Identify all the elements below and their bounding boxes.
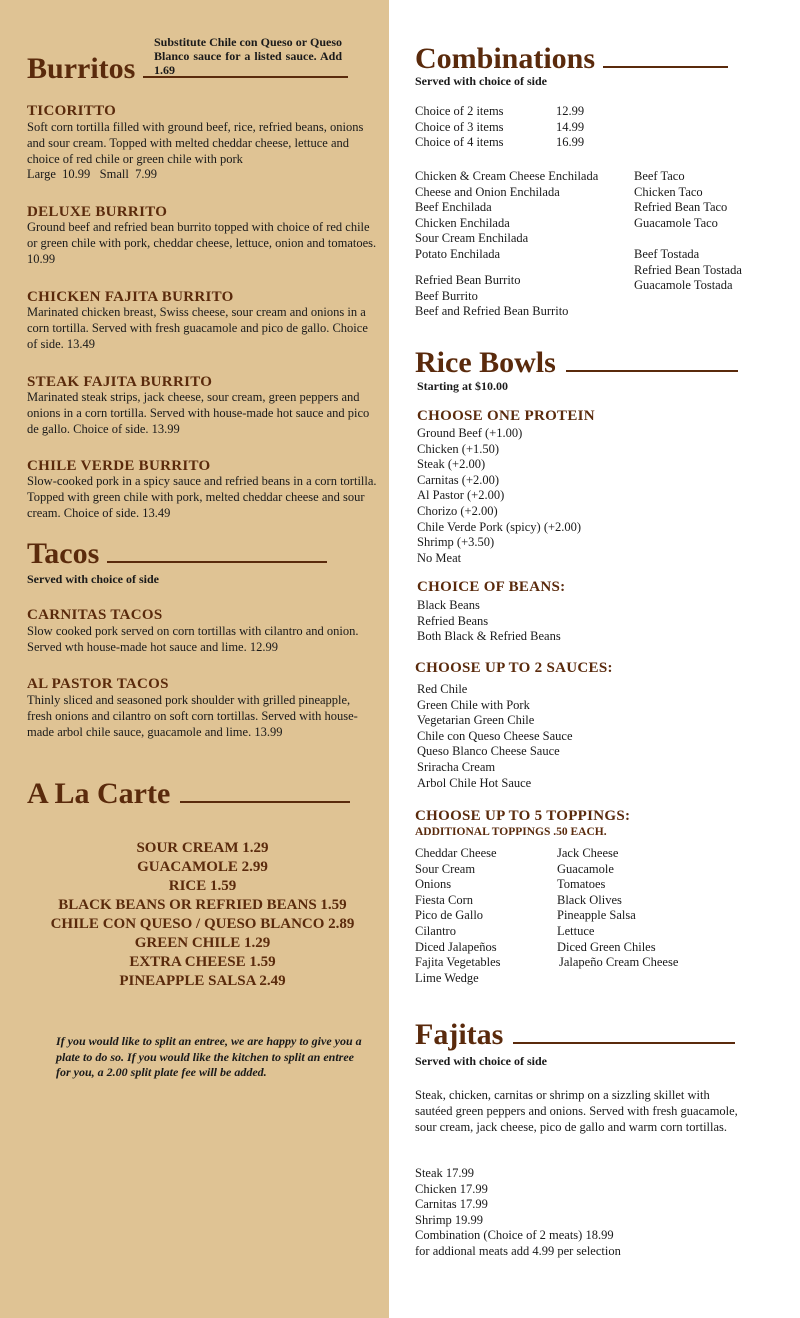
list-item: Fiesta Corn: [415, 892, 473, 907]
item-desc: Slow-cooked pork in a spicy sauce and refried beans in a corn tortilla. Topped with green chile with pork, melted cheddar cheese and sour cream. Choice of side. 13.49: [27, 474, 377, 520]
toppings-subtitle: ADDITIONAL TOPPINGS .50 EACH.: [415, 826, 607, 838]
list-item: Arbol Chile Hot Sauce: [417, 775, 532, 790]
list-item: Chicken 17.99: [415, 1181, 488, 1196]
burritos-substitute-note: Substitute Chile con Queso or Queso Blanco sauce for a listed sauce. Add 1.69: [154, 35, 342, 77]
item-desc: Slow cooked pork served on corn tortillas with cilantro and onion. Served wth house-made hot sauce and lime. 12.99: [27, 624, 359, 654]
list-item: Potato Enchilada: [415, 246, 501, 261]
list-item: Guacamole Taco: [634, 215, 718, 230]
fajitas-subtitle: Served with choice of side: [415, 1054, 547, 1068]
toppings-left-list: [415, 846, 501, 986]
item-title: CHICKEN FAJITA BURRITO: [27, 289, 234, 305]
list-item: Sour Cream: [415, 861, 476, 876]
a-la-carte-item: BLACK BEANS OR REFRIED BEANS 1.59: [58, 897, 347, 913]
list-item: Sour Cream Enchilada: [415, 231, 529, 246]
list-item: Combination (Choice of 2 meats) 18.99: [415, 1228, 614, 1243]
item-title: AL PASTOR TACOS: [27, 676, 169, 692]
item-desc: Thinly sliced and seasoned pork shoulder with grilled pineapple, fresh onions and cilantro on soft corn tortillas. Served with house-made arbol chile sauce, guacamole and lime. 13.99: [27, 693, 358, 739]
list-item: Shrimp (+3.50): [417, 535, 495, 550]
item-title: CHILE VERDE BURRITO: [27, 458, 211, 474]
a-la-carte-heading: [27, 777, 350, 811]
list-item: Refried Beans: [417, 613, 489, 628]
a-la-carte-item: SOUR CREAM 1.29: [136, 840, 269, 856]
fajitas-title: Fajitas: [415, 1018, 504, 1051]
list-item: Black Olives: [557, 892, 622, 907]
combination-label: Choice of 2 items: [415, 104, 504, 118]
list-item: Lime Wedge: [415, 970, 479, 985]
item-desc: Soft corn tortilla filled with ground beef, rice, refried beans, onions and sour cream. Topped with melted cheddar cheese, lettuce and choice of red chile or green chile with pork: [27, 120, 364, 166]
item-title: CARNITAS TACOS: [27, 607, 163, 623]
list-item: Black Beans: [417, 598, 480, 612]
combination-price: 16.99: [556, 135, 585, 150]
combinations-title: Combinations: [415, 42, 596, 75]
list-item: Lettuce: [557, 923, 595, 938]
list-item: No Meat: [417, 550, 462, 565]
list-item: for addional meats add 4.99 per selection: [415, 1243, 621, 1258]
rice-bowls-title: Rice Bowls: [415, 346, 556, 379]
fajitas-underline: [513, 1042, 735, 1044]
list-item: Cheddar Cheese: [415, 846, 497, 860]
list-item: Vegetarian Green Chile: [417, 713, 535, 728]
tacos-title: Tacos: [27, 537, 100, 570]
list-item: Beef Tostada: [634, 247, 700, 261]
item-title: TICORITTO: [27, 103, 117, 119]
list-item: Beef Taco: [634, 169, 685, 183]
fajitas-prices: [415, 1166, 621, 1260]
list-item: Cheese and Onion Enchilada: [415, 184, 560, 199]
sauces-list: [417, 682, 573, 791]
list-item: Chicken Taco: [634, 184, 703, 199]
a-la-carte-item: GREEN CHILE 1.29: [134, 935, 271, 951]
a-la-carte-title: A La Carte: [27, 777, 171, 810]
rice-bowls-heading: [415, 346, 738, 380]
item-price: Large 10.99 Small 7.99: [27, 167, 157, 181]
combination-tostadas: [634, 247, 742, 294]
list-item: Refried Bean Taco: [634, 200, 728, 215]
list-item: Carnitas (+2.00): [417, 472, 500, 487]
list-item: Onions: [415, 877, 452, 892]
tacos-heading: [27, 537, 327, 571]
item-desc: Marinated chicken breast, Swiss cheese, sour cream and onions in a corn tortilla. Served with fresh guacamole and pico de gallo. Choice of side. 13.49: [27, 305, 368, 351]
a-la-carte-item: EXTRA CHEESE 1.59: [129, 954, 276, 970]
combination-price: 14.99: [556, 119, 585, 134]
burritos-title: Burritos: [27, 52, 136, 85]
split-plate-note: If you would like to split an entree, we are happy to give you a plate to do so. If you would like the kitchen to split an entree for you, a 2.00 split plate fee will be added.: [56, 1034, 362, 1079]
list-item: Steak (+2.00): [417, 457, 486, 472]
toppings-right-list: [557, 846, 678, 971]
list-item: Beef Burrito: [415, 288, 478, 303]
right-panel: [389, 0, 800, 1318]
fajitas-desc: Steak, chicken, carnitas or shrimp on a sizzling skillet with sautéed green peppers and onions. Served with fresh guacamole, sour cream, jack cheese, pico de gallo and warm corn tortillas.: [415, 1088, 738, 1134]
toppings-title: CHOOSE UP TO 5 TOPPINGS:: [415, 808, 631, 824]
protein-list: [417, 426, 581, 566]
list-item: Diced Jalapeños: [415, 939, 497, 954]
list-item: Pico de Gallo: [415, 908, 484, 923]
list-item: Red Chile: [417, 682, 468, 696]
list-item: Ground Beef (+1.00): [417, 426, 523, 440]
list-item: Chicken & Cream Cheese Enchilada: [415, 169, 599, 183]
item-title: DELUXE BURRITO: [27, 204, 168, 220]
list-item: Chile con Queso Cheese Sauce: [417, 728, 573, 743]
list-item: Green Chile with Pork: [417, 697, 530, 712]
protein-title: CHOOSE ONE PROTEIN: [417, 408, 595, 424]
list-item: Beef Enchilada: [415, 200, 492, 215]
beans-list: [417, 598, 561, 645]
list-item: Beef and Refried Bean Burrito: [415, 304, 569, 319]
combination-enchiladas: [415, 169, 598, 263]
list-item: Pineapple Salsa: [557, 908, 636, 923]
tacos-subtitle: Served with choice of side: [27, 572, 159, 586]
combinations-heading: [415, 42, 728, 76]
list-item: Fajita Vegetables: [415, 955, 501, 970]
combination-price: 12.99: [556, 104, 585, 118]
fajitas-heading: [415, 1018, 735, 1052]
combination-burritos: [415, 273, 568, 320]
combination-label: Choice of 4 items: [415, 135, 504, 150]
list-item: Al Pastor (+2.00): [417, 488, 505, 503]
combination-label: Choice of 3 items: [415, 119, 504, 134]
list-item: Cilantro: [415, 923, 456, 938]
list-item: Carnitas 17.99: [415, 1197, 488, 1212]
list-item: Both Black & Refried Beans: [417, 629, 561, 644]
list-item: Sriracha Cream: [417, 759, 496, 774]
list-item: Shrimp 19.99: [415, 1212, 484, 1227]
list-item: Queso Blanco Cheese Sauce: [417, 744, 560, 759]
list-item: Refried Bean Tostada: [634, 262, 742, 277]
a-la-carte-underline: [180, 801, 350, 803]
rice-bowls-underline: [566, 370, 738, 372]
list-item: Guacamole: [557, 861, 614, 876]
list-item: Refried Bean Burrito: [415, 273, 521, 287]
tacos-underline: [107, 561, 327, 563]
list-item: Chicken (+1.50): [417, 441, 500, 456]
list-item: Tomatoes: [557, 877, 606, 892]
item-desc: Marinated steak strips, jack cheese, sour cream, green peppers and onions in a corn tortilla. Served with house-made hot sauce and pico de gallo. Choice of side. 13.99: [27, 390, 370, 436]
combination-price-values: [556, 104, 584, 151]
combinations-underline: [603, 66, 728, 68]
a-la-carte-item: RICE 1.59: [168, 878, 237, 894]
combinations-subtitle: Served with choice of side: [415, 74, 547, 88]
list-item: Jack Cheese: [557, 846, 619, 860]
list-item: Diced Green Chiles: [557, 939, 656, 954]
item-desc: Ground beef and refried bean burrito topped with choice of red chile or green chile with pork, cheddar cheese, lettuce, onion and tomatoes. 10.99: [27, 220, 377, 266]
list-item: Jalapeño Cream Cheese: [559, 955, 679, 970]
combination-tacos: [634, 169, 727, 231]
a-la-carte-item: PINEAPPLE SALSA 2.49: [119, 973, 286, 989]
rice-bowls-subtitle: Starting at $10.00: [417, 379, 508, 393]
left-panel: [0, 0, 389, 1318]
combination-price-labels: [415, 104, 504, 151]
item-title: STEAK FAJITA BURRITO: [27, 374, 213, 390]
list-item: Chicken Enchilada: [415, 215, 510, 230]
a-la-carte-item: GUACAMOLE 2.99: [137, 859, 268, 875]
list-item: Chile Verde Pork (spicy) (+2.00): [417, 519, 582, 534]
sauces-title: CHOOSE UP TO 2 SAUCES:: [415, 660, 613, 676]
a-la-carte-item: CHILE CON QUESO / QUESO BLANCO 2.89: [50, 916, 355, 932]
beans-title: CHOICE OF BEANS:: [417, 579, 566, 595]
list-item: Guacamole Tostada: [634, 278, 733, 293]
list-item: Chorizo (+2.00): [417, 503, 498, 518]
a-la-carte-list: [0, 839, 405, 991]
list-item: Steak 17.99: [415, 1166, 475, 1180]
